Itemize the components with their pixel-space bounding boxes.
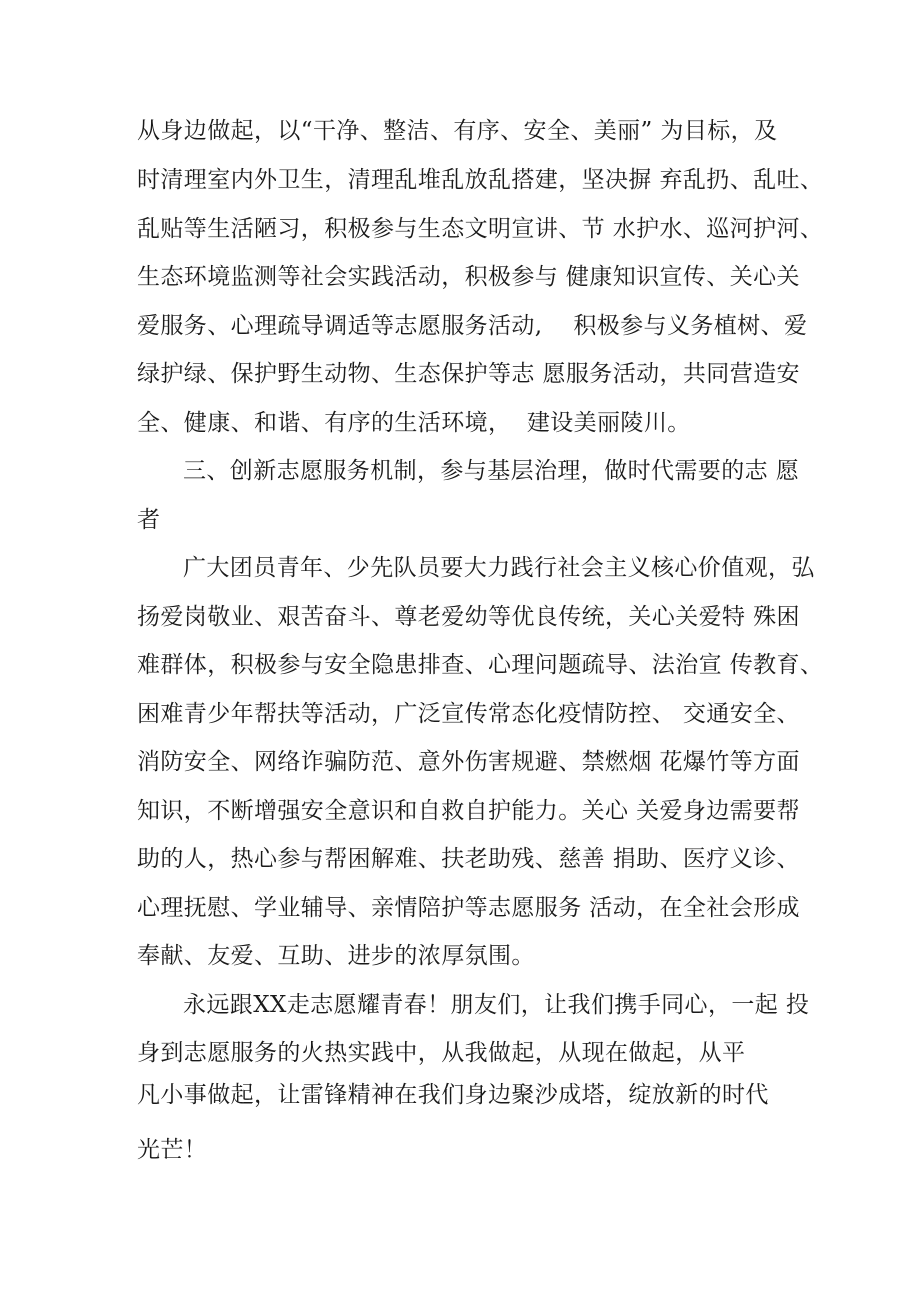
text-line: 生态环境监测等社会实践活动，积极参与 健康知识宣传、关心关 — [137, 264, 800, 290]
section-heading-continuation: 者 — [137, 507, 161, 533]
text-line: 时清理室内外卫生，清理乱堆乱放乱搭建，坚决摒 弃乱扔、乱吐、 — [137, 167, 824, 193]
text-line: 从身边做起，以“干净、整洁、有序、安全、美丽” 为目标，及 — [137, 118, 778, 144]
text-line: 光芒！ — [137, 1137, 208, 1163]
text-line: 全、健康、和谐、有序的生活环境， 建设美丽陵川。 — [137, 410, 691, 436]
section-heading: 三、创新志愿服务机制，参与基层治理，做时代需要的志 愿 — [183, 458, 800, 484]
text-line: 消防安全、网络诈骗防范、意外伤害规避、禁燃烟 花爆竹等方面 — [137, 749, 800, 775]
text-line: 助的人，热心参与帮困解难、扶老助残、慈善 捐助、医疗义诊、 — [137, 846, 800, 872]
text-line: 绿护绿、保护野生动物、生态保护等志 愿服务活动，共同营造安 — [137, 361, 800, 387]
text-line: 知识，不断增强安全意识和自救自护能力。关心 关爱身边需要帮 — [137, 798, 800, 824]
text-line: 扬爱岗敬业、艰苦奋斗、尊老爱幼等优良传统，关心关爱特 殊困 — [137, 604, 800, 630]
text-line: 困难青少年帮扶等活动，广泛宣传常态化疫情防控、 交通安全、 — [137, 701, 800, 727]
text-line: 乱贴等生活陋习，积极参与生态文明宣讲、节 水护水、巡河护河、 — [137, 216, 824, 242]
text-line: 广大团员青年、少先队员要大力践行社会主义核心价值观，弘 — [183, 555, 815, 581]
text-line: 爱服务、心理疏导调适等志愿服务活动, 积极参与义务植树、爱 — [137, 313, 808, 339]
text-line: 永远跟XX走志愿耀青春！朋友们，让我们携手同心，一起 投 — [183, 992, 810, 1018]
text-line: 身到志愿服务的火热实践中，从我做起，从现在做起，从平 — [137, 1040, 746, 1066]
text-line: 奉献、友爱、互助、进步的浓厚氛围。 — [137, 943, 535, 969]
text-line: 难群体，积极参与安全隐患排查、心理问题疏导、法治宣 传教育、 — [137, 652, 824, 678]
text-line: 心理抚慰、学业辅导、亲情陪护等志愿服务 活动，在全社会形成 — [137, 895, 800, 921]
text-line: 凡小事做起，让雷锋精神在我们身边聚沙成塔，绽放新的时代 — [137, 1082, 769, 1108]
